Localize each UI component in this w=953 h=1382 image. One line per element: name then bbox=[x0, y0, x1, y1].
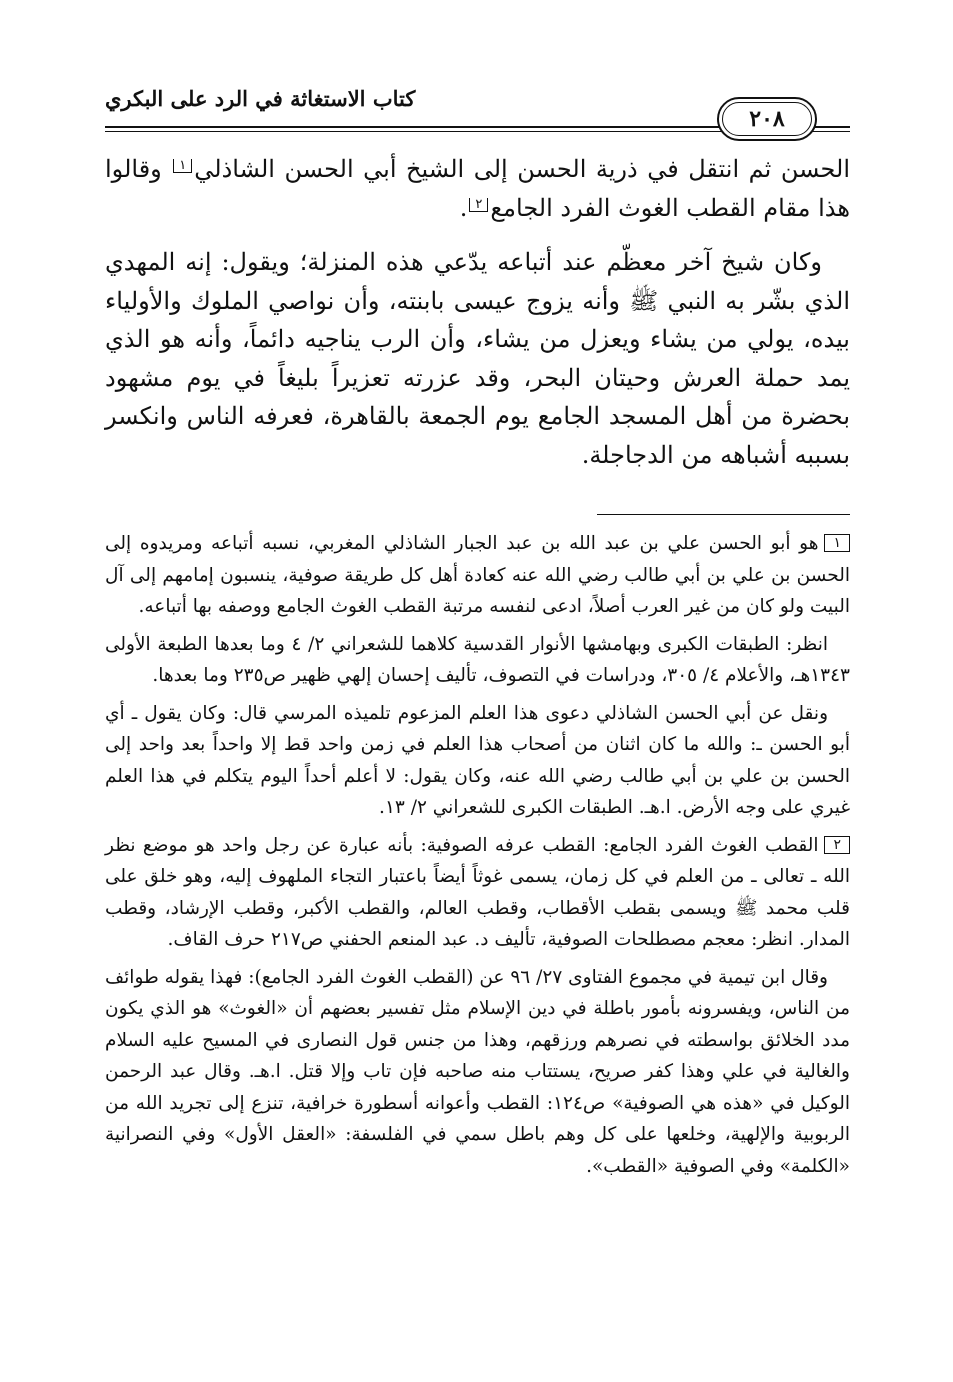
footnote-mark-2[interactable]: ٢ bbox=[469, 198, 488, 212]
footnote-2-quote: وقال ابن تيمية في مجموع الفتاوى ٢٧/ ٩٦ عن (القطب الغوث الفرد الجامع): فهذا يقوله طوائف من الناس، ويفسرونه بأمور باطلة في دين الإسلام مثل تفسير بعضهم أن «الغوث» هو الذي يكون مدد الخلائق بواسطته في نصرهم ورزقهم، وهذا من جنس قول النصارى في المسيح عليه السلام والغالية في علي وهذا كفر صريح، يستتاب منه صاحبه فإن تاب وإلا قتل. ا.هـ. وقال عبد الرحمن الوكيل في «هذه هي الصوفية» ص١٢٤: القطب وأعوانه أسطورة خرافية، تنزع إلى تجريد الله من الربوبية والإلهية، وخلعها على كل وهم باطل سمي في الفلسفة: «العقل الأول» وفي النصرانية «الكلمة» وفي الصوفية «القطب». bbox=[105, 966, 850, 1177]
footnote-1-reference: انظر: الطبقات الكبرى وبهامشها الأنوار القدسية كلاهما للشعراني ٢/ ٤ وما بعدها الطبعة الأولى ١٣٤٣هـ، والأعلام ٤/ ٣٠٥، ودراسات في التصوف، تأليف إحسان إلهي ظهير ص٢٣٥ وما بعدها. bbox=[105, 633, 850, 686]
footnote-2-text: القطب الغوث الفرد الجامع: القطب عرفه الصوفية: بأنه عبارة عن رجل واحد هو موضع نظر الله ـ تعالى ـ من العلم في كل زمان، يسمى غوثاً أيضاً باعتبار التجاء الملهوف إليه، وهو خلق على قلب محمد ﷺ ويسمى بقطب الأقطاب، وقطب العالم، والقطب الأكبر، وقطب الإرشاد، وقطب المدار. انظر: معجم مصطلحات الصوفية، تأليف د. عبد المنعم الحفني ص٢١٧ حرف القاف. bbox=[105, 834, 850, 950]
paragraph-2 bbox=[105, 243, 850, 474]
footnote-2-number: ٢ bbox=[824, 836, 850, 854]
paragraph-1-text-c: . bbox=[459, 193, 468, 222]
page-number: ٢٠٨ bbox=[749, 106, 785, 132]
paragraph-1-text-a: الحسن ثم انتقل في ذرية الحسن إلى الشيخ أبي الحسن الشاذلي bbox=[194, 155, 850, 183]
footnote-1 bbox=[105, 528, 850, 623]
header-rule bbox=[823, 131, 850, 132]
footnote-1-text: هو أبو الحسن علي بن عبد الله بن عبد الجبار الشاذلي المغربي، نسبه أتباعه ومريدوه إلى الحسن بن علي بن أبي طالب رضي الله عنه كعادة أهل كل طريقة صوفية، ينسبون إمامهم إلى آل البيت ولو كان من غير العرب أصلاً، ادعى لنفسه مرتبة القطب الغوث الجامع ووصفه بها أتباعه. bbox=[105, 533, 850, 617]
header-rule bbox=[105, 126, 823, 128]
paragraph-2-text: وكان شيخ آخر معظّم عند أتباعه يدّعي هذه المنزلة؛ ويقول: إنه المهدي الذي بشّر به النبي ﷺ وأنه يزوج عيسى بابنته، وأن نواصي الملوك والأولياء بيده، يولي من يشاء ويعزل من يشاء، وأن الرب يناجيه دائماً، وأنه هو الذي يمد حملة العرش وحيتان البحر، وقد عزرته تعزيراً بليغاً في يوم مشهود بحضرة من أهل المسجد الجامع يوم الجمعة بالقاهرة، فعرفه الناس وانكسر بسببه أشباهه من الدجاجلة. bbox=[105, 248, 850, 469]
header-rule bbox=[105, 131, 823, 132]
page-number-badge bbox=[717, 97, 817, 141]
paragraph-1 bbox=[105, 150, 850, 227]
paragraph-1-text-b: وقالوا هذا مقام القطب الغوث الفرد الجامع bbox=[105, 155, 850, 222]
footnote-1-quote: ونقل عن أبي الحسن الشاذلي دعوى هذا العلم المزعوم تلميذه المرسي قال: وكان يقول ـ أي أبو الحسن ـ: والله ما كان اثنان من أصحاب هذا العلم في زمن واحد قط إلا واحداً بعد واحد إلى الحسن بن علي بن أبي طالب رضي الله عنه، وكان يقول: لا أعلم أحداً اليوم يتكلم في هذا العلم غيري على وجه الأرض. ا.هـ. الطبقات الكبرى للشعراني ٢/ ١٣. bbox=[105, 702, 850, 818]
running-header bbox=[105, 82, 850, 138]
footnote-mark-1[interactable]: ١ bbox=[173, 159, 192, 173]
footnote-separator bbox=[597, 514, 850, 515]
footnotes bbox=[105, 528, 850, 1188]
footnote-1-number: ١ bbox=[824, 534, 850, 552]
header-rule bbox=[823, 126, 850, 128]
footnote-2 bbox=[105, 830, 850, 956]
book-title: كتاب الاستغاثة في الرد على البكري bbox=[105, 86, 416, 111]
